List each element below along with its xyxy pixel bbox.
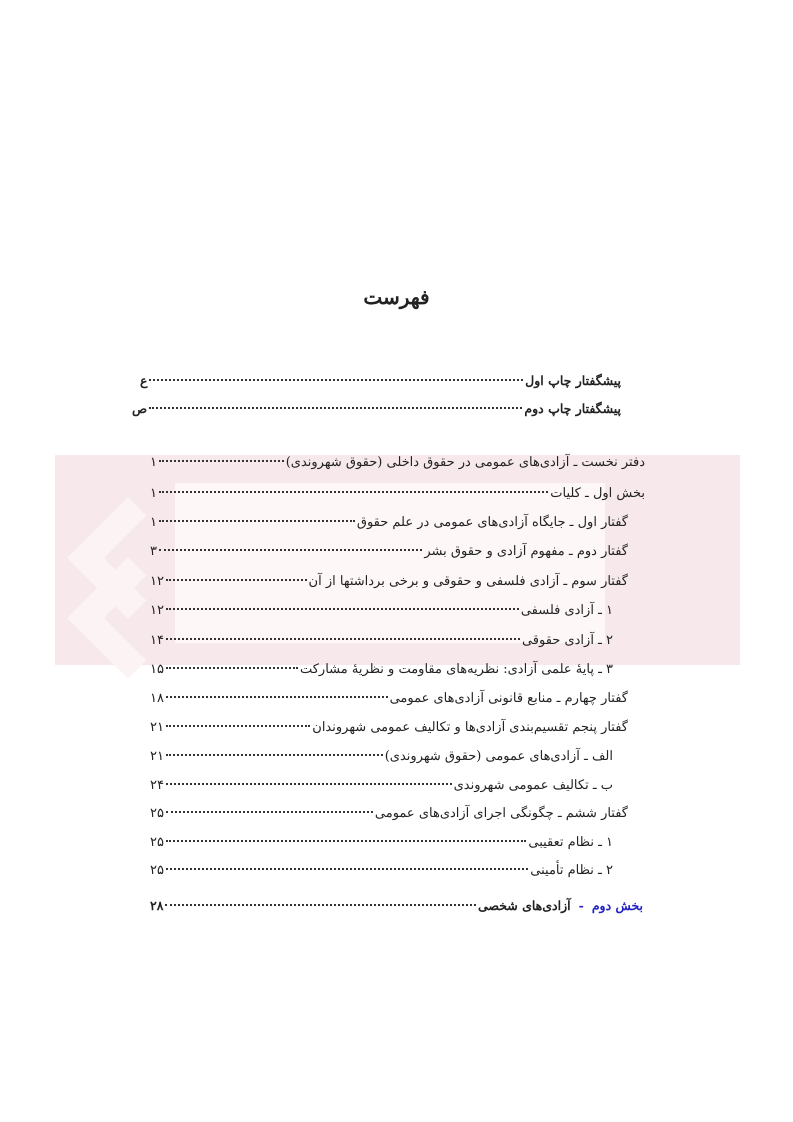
toc-entry-page: ۲۵: [150, 806, 164, 821]
toc-entry-title: گفتار اول ـ جایگاه آزادی‌های عمومی در علم حقوق: [356, 515, 628, 530]
toc-entry-title: بخش اول ـ کلیات: [550, 486, 645, 501]
toc-entry[interactable]: [140, 371, 621, 391]
dot-leader: [166, 725, 310, 727]
toc-entry-title: ۲ ـ آزادی حقوقی: [521, 633, 613, 648]
toc-entry-page: ۱۴: [150, 633, 164, 648]
toc-entry-title: ب ـ تکالیف عمومی شهروندی: [453, 778, 613, 793]
dot-leader: [166, 696, 388, 698]
toc-entry-title: ۳ ـ پایهٔ علمی آزادی: نظریه‌های مقاومت و نظریهٔ مشارکت: [299, 662, 613, 677]
toc-entry-title: الف ـ آزادی‌های عمومی (حقوق شهروندی): [384, 749, 613, 764]
toc-entry[interactable]: [150, 513, 628, 533]
dot-leader: [166, 868, 528, 870]
toc-entry-page: ص: [132, 401, 148, 416]
toc-entry-page: ۲۸: [150, 898, 164, 913]
toc-entry-title: گفتار ششم ـ چگونگی اجرای آزادی‌های عمومی: [374, 806, 628, 821]
toc-entry-title: پیشگفتار چاپ اول: [525, 373, 621, 388]
toc-entry-page: ۲۴: [150, 778, 164, 793]
toc-entry-title: گفتار دوم ـ مفهوم آزادی و حقوق بشر: [424, 544, 628, 559]
dot-leader: [166, 783, 452, 785]
dot-leader: [166, 840, 526, 842]
toc-entry-page: ۱۸: [150, 691, 164, 706]
toc-entry-title: آزادی‌های شخصی: [477, 898, 571, 913]
toc-entry[interactable]: [150, 660, 613, 680]
toc-entry-page: ۱: [150, 455, 157, 470]
toc-entry[interactable]: [150, 453, 645, 473]
dot-leader: [166, 579, 307, 581]
dot-leader: [159, 460, 284, 462]
dot-leader: [166, 667, 298, 669]
page-title: فهرست: [363, 285, 430, 309]
toc-entry[interactable]: [150, 631, 613, 651]
toc-entry[interactable]: [150, 601, 613, 621]
dot-leader: [166, 638, 520, 640]
dot-leader: [149, 407, 522, 409]
dot-leader: [165, 904, 476, 906]
dot-leader: [166, 608, 519, 610]
toc-entry-page: ۲۱: [150, 749, 164, 764]
toc-entry-page: ع: [140, 373, 148, 388]
toc-entry-separator: -: [578, 898, 584, 913]
toc-entry-title: گفتار سوم ـ آزادی فلسفی و حقوقی و برخی برداشتها از آن: [308, 574, 628, 589]
toc-entry-page: ۲۱: [150, 720, 164, 735]
toc-entry[interactable]: [150, 542, 628, 562]
dot-leader: [166, 754, 383, 756]
toc-entry[interactable]: [150, 718, 628, 738]
dot-leader: [159, 491, 548, 493]
toc-entry-page: ۱: [150, 515, 157, 530]
toc-entry-page: ۲۵: [150, 863, 164, 878]
toc-entry-page: ۱: [150, 486, 157, 501]
toc-entry-page: ۱۲: [150, 574, 164, 589]
toc-entry[interactable]: [150, 484, 645, 504]
dot-leader: [159, 549, 422, 551]
dot-leader: [166, 811, 373, 813]
toc-entry-page: ۲۵: [150, 835, 164, 850]
toc-entry-page: ۱۲: [150, 603, 164, 618]
toc-entry-title: ۲ ـ نظام تأمینی: [530, 863, 613, 878]
dot-leader: [159, 520, 355, 522]
toc-entry-title: دفتر نخست ـ آزادی‌های عمومی در حقوق داخلی (حقوق شهروندی): [285, 455, 645, 470]
toc-entry[interactable]: [150, 747, 613, 767]
toc-entry[interactable]: [150, 689, 628, 709]
toc-entry[interactable]: [150, 572, 628, 592]
toc-entry[interactable]: [132, 399, 621, 419]
toc-entry-title: ۱ ـ آزادی فلسفی: [520, 603, 613, 618]
toc-entry-part-two[interactable]: [150, 896, 643, 916]
toc-entry[interactable]: [150, 861, 613, 881]
toc-entry-title: گفتار پنجم تقسیم‌بندی آزادی‌ها و تکالیف عمومی شهروندان: [312, 720, 628, 735]
toc-entry-title: پیشگفتار چاپ دوم: [524, 401, 621, 416]
dot-leader: [149, 379, 523, 381]
toc-entry[interactable]: [150, 833, 613, 853]
toc-entry-page: ۳: [150, 544, 157, 559]
toc-entry[interactable]: [150, 804, 628, 824]
toc-entry-title: ۱ ـ نظام تعقیبی: [528, 835, 613, 850]
toc-entry[interactable]: [150, 776, 613, 796]
toc-entry-prefix: بخش دوم: [591, 898, 643, 913]
toc-entry-title: گفتار چهارم ـ منابع قانونی آزادی‌های عمومی: [389, 691, 628, 706]
toc-entry-page: ۱۵: [150, 662, 164, 677]
